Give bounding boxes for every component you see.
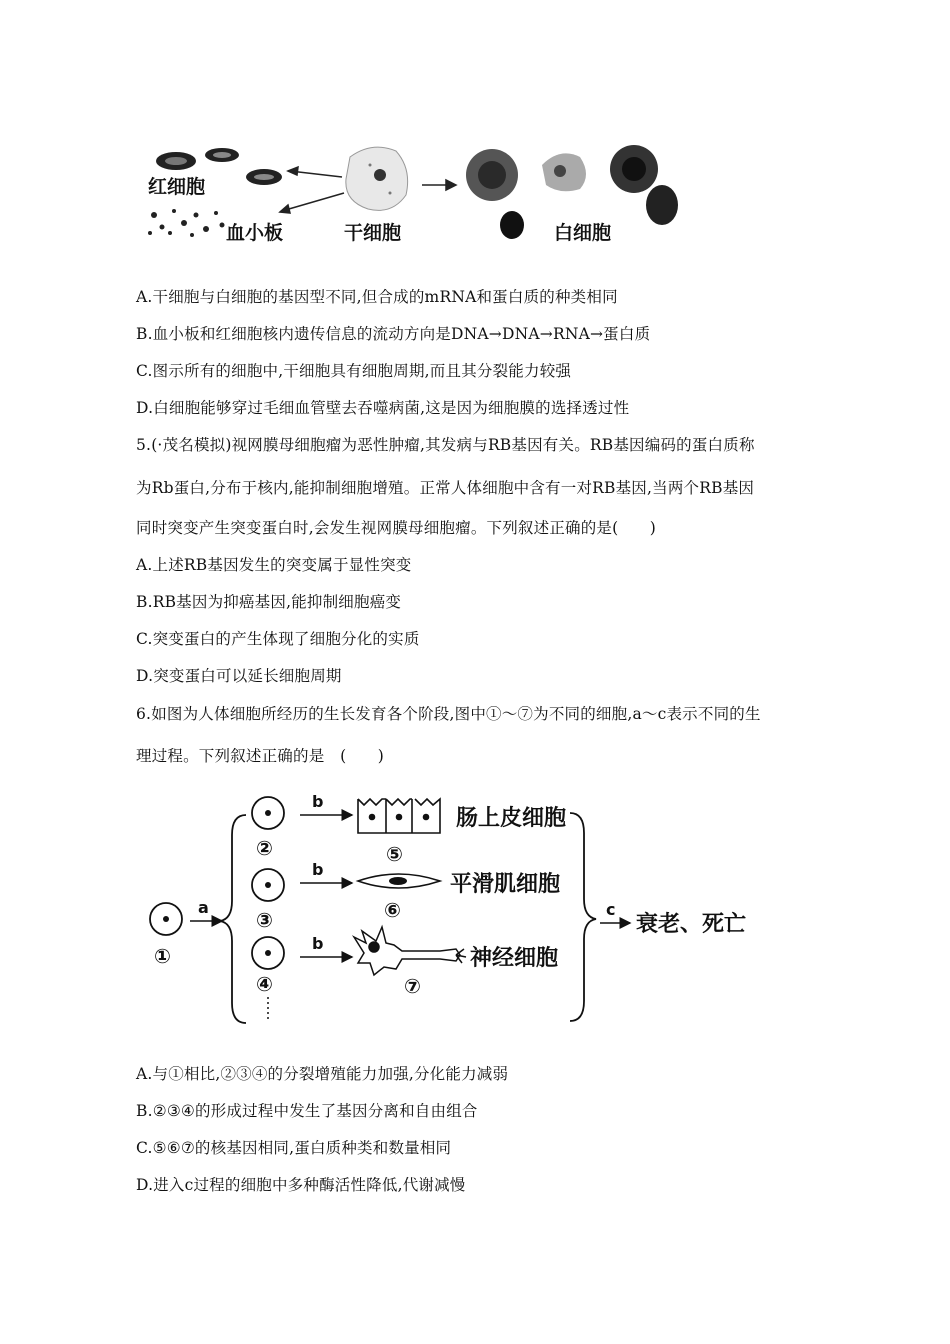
nerve-cell	[354, 927, 466, 975]
cell-1	[150, 903, 182, 935]
red-cell-label: 红细胞	[148, 176, 206, 198]
blood-cell-figure	[140, 135, 700, 255]
q5-option-a: A.上述RB基因发生的突变属于显性突变	[136, 556, 412, 574]
process-c-label: c	[606, 900, 616, 919]
cell-development-diagram	[140, 785, 760, 1030]
cell-1-number: ①	[154, 944, 171, 968]
cell-2	[252, 797, 284, 829]
aging-death-label: 衰老、死亡	[636, 912, 747, 937]
stem-cell-label: 干细胞	[344, 222, 402, 244]
intestine-cell-label: 肠上皮细胞	[456, 806, 567, 831]
process-a-label: a	[198, 898, 209, 917]
cell-3-number: ③	[256, 908, 273, 932]
smooth-muscle-label: 平滑肌细胞	[450, 872, 561, 897]
left-brace	[220, 815, 246, 1023]
q4-option-b: B.血小板和红细胞核内遗传信息的流动方向是DNA→DNA→RNA→蛋白质	[136, 325, 651, 343]
q6-stem-line1: 6.如图为人体细胞所经历的生长发育各个阶段,图中①～⑦为不同的细胞,a～c表示不同的生	[136, 705, 761, 723]
q6-option-c: C.⑤⑥⑦的核基因相同,蛋白质种类和数量相同	[136, 1139, 452, 1157]
q6-stem-line2: 理过程。下列叙述正确的是 ( )	[136, 747, 384, 765]
q6-option-b: B.②③④的形成过程中发生了基因分离和自由组合	[136, 1102, 478, 1120]
white-cell-label: 白细胞	[554, 222, 612, 244]
cell-6-number: ⑥	[384, 898, 401, 922]
q5-option-b: B.RB基因为抑癌基因,能抑制细胞癌变	[136, 593, 402, 611]
nerve-cell-label: 神经细胞	[470, 946, 559, 971]
right-brace	[570, 813, 596, 1021]
cell-4	[252, 937, 284, 969]
smooth-muscle-cell	[358, 874, 440, 888]
stem-cell	[346, 147, 408, 210]
process-b-label-3: b	[312, 934, 324, 953]
q6-option-a: A.与①相比,②③④的分裂增殖能力加强,分化能力减弱	[136, 1065, 509, 1083]
platelet-label: 血小板	[226, 222, 284, 244]
cell-2-number: ②	[256, 836, 273, 860]
cell-4-number: ④	[256, 972, 273, 996]
q4-option-c: C.图示所有的细胞中,干细胞具有细胞周期,而且其分裂能力较强	[136, 362, 572, 380]
q5-stem-line2: 为Rb蛋白,分布于核内,能抑制细胞增殖。正常人体细胞中含有一对RB基因,当两个RB基因	[136, 479, 755, 497]
cell-5-number: ⑤	[386, 842, 403, 866]
cell-3	[252, 869, 284, 901]
intestinal-epithelial-cells	[358, 799, 440, 833]
process-b-label-2: b	[312, 860, 324, 879]
q4-option-a: A.干细胞与白细胞的基因型不同,但合成的mRNA和蛋白质的种类相同	[136, 288, 618, 306]
q5-stem-line1: 5.(·茂名模拟)视网膜母细胞瘤为恶性肿瘤,其发病与RB基因有关。RB基因编码的蛋白质称	[136, 436, 755, 454]
platelets	[148, 209, 225, 237]
q6-option-d: D.进入c过程的细胞中多种酶活性降低,代谢减慢	[136, 1176, 466, 1194]
q5-option-d: D.突变蛋白可以延长细胞周期	[136, 667, 342, 685]
q5-stem-line3: 同时突变产生突变蛋白时,会发生视网膜母细胞瘤。下列叙述正确的是( )	[136, 519, 657, 537]
q4-option-d: D.白细胞能够穿过毛细血管壁去吞噬病菌,这是因为细胞膜的选择透过性	[136, 399, 630, 417]
process-b-label-1: b	[312, 792, 324, 811]
q5-option-c: C.突变蛋白的产生体现了细胞分化的实质	[136, 630, 420, 648]
cell-7-number: ⑦	[404, 974, 421, 998]
